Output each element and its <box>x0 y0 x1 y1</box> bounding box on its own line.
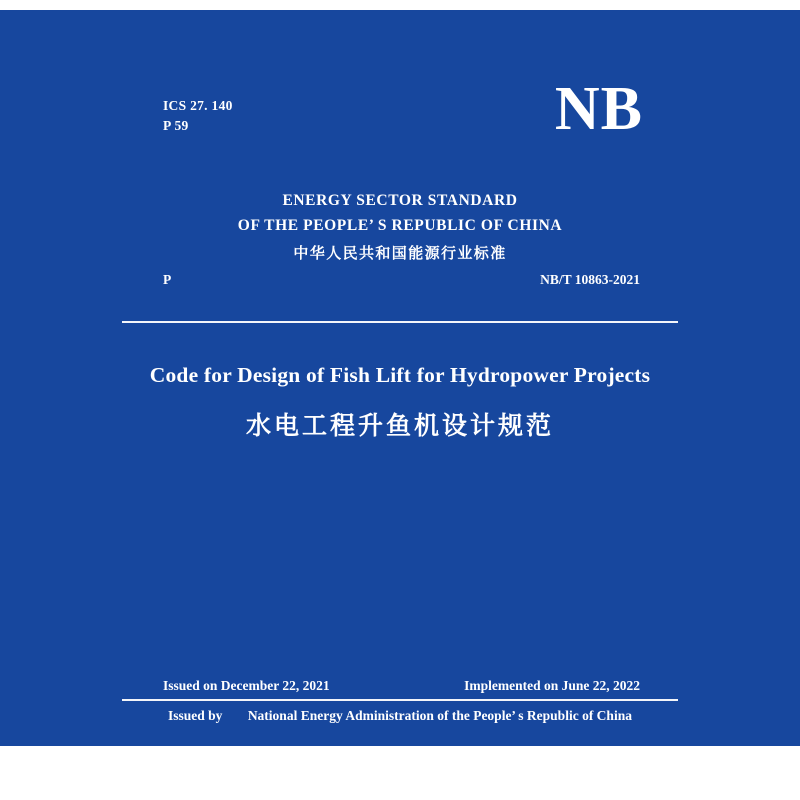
title-chinese: 水电工程升鱼机设计规范 <box>245 410 554 440</box>
org-line-primary: ENERGY SECTOR STANDARD <box>282 192 518 209</box>
issued-by-organization: National Energy Administration of the People’ s Republic of China <box>247 708 632 723</box>
divider-top <box>122 321 678 323</box>
implementation-date: Implemented on June 22, 2022 <box>464 678 640 693</box>
standard-cover <box>0 10 800 746</box>
title-block <box>0 362 800 442</box>
divider-bottom <box>122 699 678 701</box>
nb-logo: NB <box>554 75 643 143</box>
standard-number: NB/T 10863-2021 <box>540 272 640 287</box>
issued-by-row <box>0 708 800 724</box>
dates-row <box>163 678 640 694</box>
cover-header <box>0 75 800 158</box>
code-letter: P <box>163 272 172 287</box>
standard-code-row <box>163 272 640 288</box>
org-line-secondary: OF THE PEOPLE’ S REPUBLIC OF CHINA <box>237 217 563 235</box>
issuing-organization-block <box>0 188 800 263</box>
ics-code: ICS 27. 140 <box>163 98 233 113</box>
ics-block <box>163 96 233 135</box>
issue-date: Issued on December 22, 2021 <box>163 678 330 693</box>
title-english: Code for Design of Fish Lift for Hydropower Projects <box>149 363 651 387</box>
classification-code: P 59 <box>163 117 189 133</box>
issued-by-label: Issued by <box>168 708 223 723</box>
org-line-chinese: 中华人民共和国能源行业标准 <box>293 244 507 263</box>
